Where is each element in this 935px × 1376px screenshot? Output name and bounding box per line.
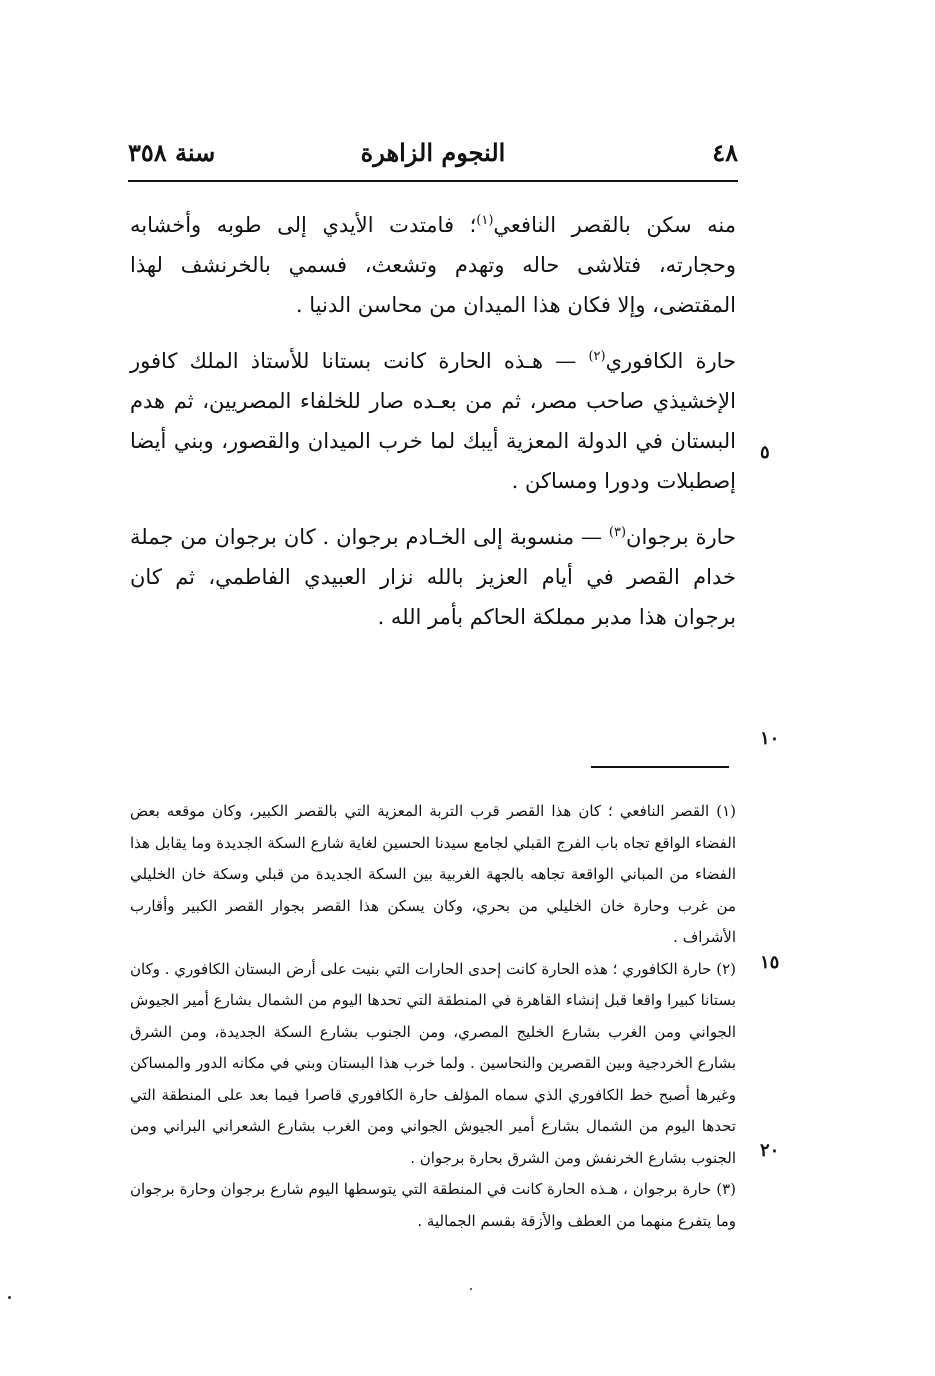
year-label: سنة ٣٥٨ [128,138,216,167]
footnote-ref: (١) [476,213,494,228]
line-number: ٥ [760,442,770,463]
footnotes [130,796,736,1237]
paragraph-text: حارة الكافوري [605,349,736,373]
paragraph-text: حارة برجوان [626,525,736,549]
running-header [128,138,738,174]
line-number: ١٥ [760,952,780,973]
footnote: (٢) حارة الكافوري ؛ هذه الحارة كانت إحدى الحارات التي بنيت على أرض البستان الكافوري . وكان بستانا كبيرا واقعا قبل إنشاء القاهرة في المنطقة التي تحدها اليوم من الشمال بشارع أمير الجيوش الجواني ومن الغرب بشارع الخليج المصري، ومن الجنوب بشارع السكة الجديدة، ومن الشرق بشارع الخردجية وبين القصرين والنحاسين . ولما خرب هذا البستان وبني في مكانه الدور والمساكن وغيرها أصبح خط الكافوري الذي سماه المؤلف حارة الكافوري قاصرا فيما بعد على المنطقة التي تحدها اليوم من الشمال بشارع أمير الجيوش الجواني ومن الغرب بشارع الشعراني البراني ومن الجنوب بشارع الخرنفش ومن الشرق بحارة برجوان . [130,959,737,1167]
main-text [130,205,736,653]
book-title: النجوم الزاهرة [360,138,506,167]
footnote-ref: (٣) [608,525,627,540]
paragraph-harat-barjawan [130,517,736,637]
paragraph-harat-kafuri [130,341,736,501]
paragraph-text: — منسوبة إلى الخـادم برجوان . كان برجوان من جملة خدام القصر في أيام العزيز بالله نزار العبيدي الفاطمي، ثم كان برجوان هذا مدبر مملكة الحاكم بأمر الله . [130,525,736,629]
footnote-ref: (٢) [588,349,606,364]
footnote-rule [591,766,729,768]
footnote: (٣) حارة برجوان ، هـذه الحارة كانت في المنطقة التي يتوسطها اليوم شارع برجوان وحارة برجوان وما يتفرع منهما من العطف والأزقة بقسم الجمالية . [130,1180,736,1230]
scan-speck [8,1296,11,1299]
line-number: ١٠ [760,728,780,749]
header-rule [128,180,738,182]
page-number: ٤٨ [712,138,738,167]
paragraph-text: ؛ فامتدت الأيدي إلى طوبه وأخشابه وحجارته، فتلاشى حاله وتهدم وتشعث، فسمي بالخرنشف لهذا المقتضى، وإلا فكان هذا الميدان من محاسن الدنيا . [130,213,736,317]
scan-speck [470,1288,472,1290]
line-number: ٢٠ [760,1140,780,1161]
paragraph-text: — هـذه الحارة كانت بستانا للأستاذ الملك كافور الإخشيذي صاحب مصر، ثم من بعـده صار للخلفاء المصريين، ثم هدم البستان في الدولة المعزية أيبك لما خرب الميدان والقصور، وبني أيضا إصطبلات ودورا ومساكن . [130,349,736,493]
footnote: (١) القصر النافعي ؛ كان هذا القصر قرب التربة المعزية التي بالقصر الكبير، وكان موقعه بعض الفضاء الواقع تجاه باب الفرج القبلي لجامع سيدنا الحسين لغاية شارع السكة الجديدة وما يقابل هذا الفضاء من المباني الواقعة تجاهه بالجهة الغربية بين السكة الجديدة من قبلي وسكة خان الخليلي من غرب وحارة خان الخليلي من بحري، وكان يسكن هذا القصر بجوار القصر الكبير وأقارب الأشراف . [130,802,736,946]
paragraph-text: منه سكن بالقصر النافعي [493,213,736,237]
paragraph-qasr-nafii [130,205,736,325]
